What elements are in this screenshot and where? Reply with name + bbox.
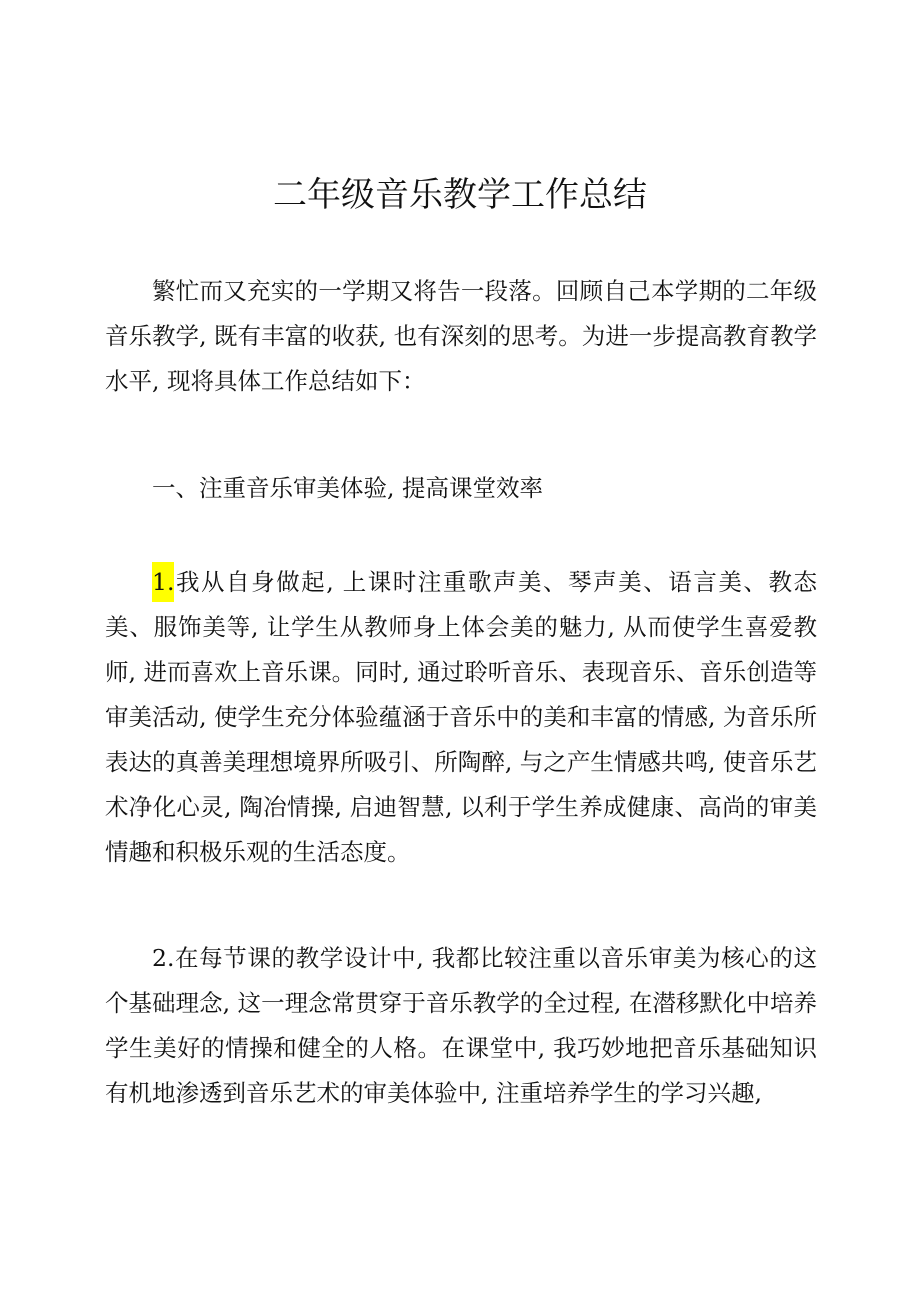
item-1-text: 我从自身做起, 上课时注重歌声美、琴声美、语言美、教态美、服饰美等, 让学生从教师身上体会美的魅力, 从而使学生喜爱教师, 进而喜欢上音乐课。同时, 通过聆听音乐、表现音乐、音乐创造等审美活动, 使学生充分体验蕴涵于音乐中的美和丰富的情感, 为音乐所表达的真善美理想境界所吸引、所陶醉, 与之产生情感共鸣, 使音乐艺术净化心灵, 陶冶情操, 启迪智慧, 以利于学生养成健康、高尚的审美情趣和积极乐观的生活态度。 [105, 568, 817, 866]
document-title: 二年级音乐教学工作总结 [273, 175, 647, 215]
intro-paragraph: 繁忙而又充实的一学期又将告一段落。回顾自己本学期的二年级音乐教学, 既有丰富的收获, 也有深刻的思考。为进一步提高教育教学水平, 现将具体工作总结如下： [105, 277, 817, 395]
item-1-paragraph [105, 560, 817, 875]
highlighted-item-number: 1. [152, 562, 174, 602]
section-1-heading: 一、注重音乐审美体验, 提高课堂效率 [152, 474, 543, 502]
item-2-paragraph: 2.在每节课的教学设计中, 我都比较注重以音乐审美为核心的这个基础理念, 这一理念常贯穿于音乐教学的全过程, 在潜移默化中培养学生美好的情操和健全的人格。在课堂中, 我巧妙地把音乐基础知识有机地渗透到音乐艺术的审美体验中, 注重培养学生的学习兴趣, [105, 944, 817, 1107]
